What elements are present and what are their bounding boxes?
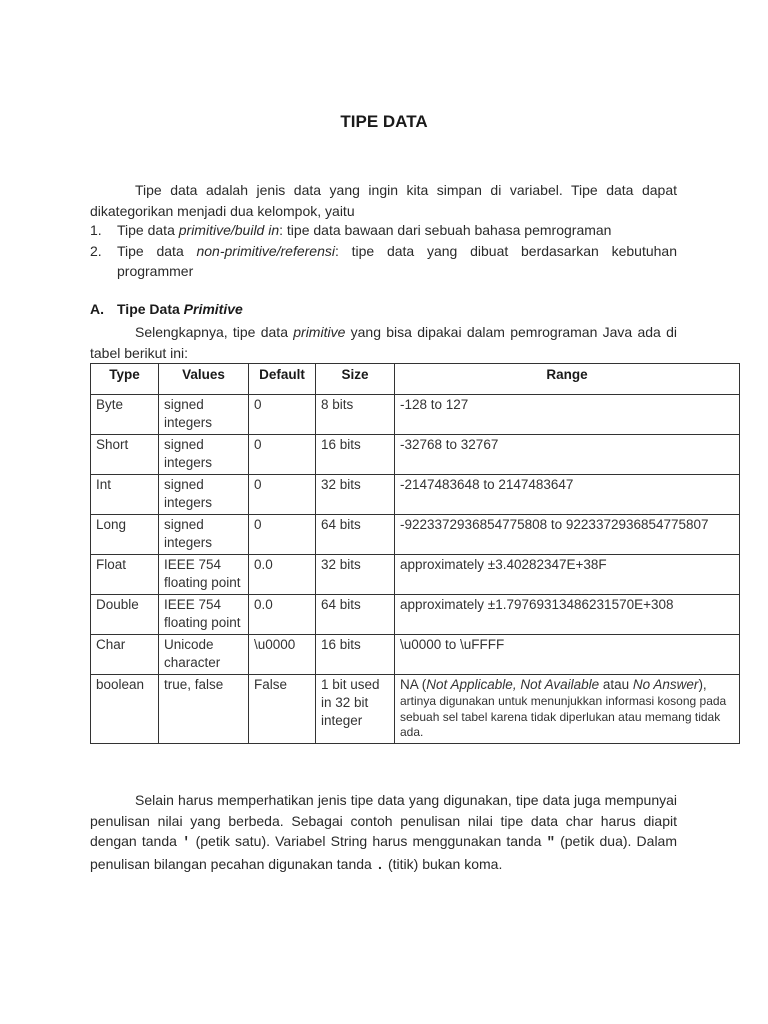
cell-size: 16 bits	[316, 435, 395, 475]
list-number: 1.	[90, 222, 102, 238]
cell-values: true, false	[159, 675, 249, 744]
category-list	[90, 220, 677, 282]
header-size: Size	[316, 364, 395, 395]
header-type: Type	[91, 364, 159, 395]
table-row	[91, 675, 740, 744]
cell-range: -32768 to 32767	[395, 435, 740, 475]
header-values: Values	[159, 364, 249, 395]
cell-range: approximately ±3.40282347E+38F	[395, 555, 740, 595]
section-intro	[90, 322, 677, 363]
section-title-italic: Primitive	[183, 301, 243, 317]
outro-text: Selain harus memperhatikan jenis tipe data yang digunakan, tipe data juga mempunyai penulisan nilai yang berbeda. Sebagai contoh penulisan nilai tipe data char harus diapit dengan tanda	[90, 792, 677, 849]
table-row	[91, 395, 740, 435]
cell-type: Double	[91, 595, 159, 635]
cell-size: 8 bits	[316, 395, 395, 435]
header-default: Default	[249, 364, 316, 395]
outro-paragraph	[90, 790, 677, 876]
table-header-row	[91, 364, 740, 395]
cell-default: 0.0	[249, 555, 316, 595]
cell-values: signed integers	[159, 395, 249, 435]
cell-range: \u0000 to \uFFFF	[395, 635, 740, 675]
cell-size: 64 bits	[316, 515, 395, 555]
cell-values: signed integers	[159, 475, 249, 515]
table-row	[91, 435, 740, 475]
cell-range: approximately ±1.79769313486231570E+308	[395, 595, 740, 635]
cell-values: IEEE 754 floating point	[159, 595, 249, 635]
section-intro-text: yang bisa dipakai dalam pemrograman Java ada di tabel berikut ini:	[90, 324, 677, 361]
cell-type: boolean	[91, 675, 159, 744]
cell-size: 32 bits	[316, 475, 395, 515]
cell-default: 0	[249, 435, 316, 475]
cell-range	[395, 675, 740, 744]
outro-text: (petik satu). Variabel String harus menggunakan tanda	[190, 833, 547, 849]
table-row	[91, 475, 740, 515]
cell-type: Byte	[91, 395, 159, 435]
range-na-term: Not Applicable, Not Available	[426, 677, 600, 692]
range-na-text: ),	[698, 677, 707, 692]
cell-size: 1 bit used in 32 bit integer	[316, 675, 395, 744]
table-row	[91, 555, 740, 595]
cell-default: False	[249, 675, 316, 744]
list-text: : tipe data bawaan dari sebuah bahasa pemrograman	[279, 222, 612, 238]
data-types-table	[90, 363, 740, 744]
header-range: Range	[395, 364, 740, 395]
double-quote-symbol: "	[546, 835, 555, 851]
cell-size: 32 bits	[316, 555, 395, 595]
cell-size: 64 bits	[316, 595, 395, 635]
table-row	[91, 635, 740, 675]
single-quote-symbol: '	[182, 835, 191, 851]
list-term: non-primitive/referensi	[196, 242, 335, 259]
range-na-term: No Answer	[632, 677, 699, 692]
cell-type: Char	[91, 635, 159, 675]
list-term: primitive/build in	[178, 222, 280, 238]
cell-size: 16 bits	[316, 635, 395, 675]
cell-type: Int	[91, 475, 159, 515]
list-item	[90, 220, 677, 241]
list-text: Tipe data	[117, 242, 197, 259]
section-intro-text: Selengkapnya, tipe data	[135, 324, 294, 340]
cell-type: Short	[91, 435, 159, 475]
cell-values: IEEE 754 floating point	[159, 555, 249, 595]
cell-range: -128 to 127	[395, 395, 740, 435]
table-row	[91, 595, 740, 635]
cell-type: Long	[91, 515, 159, 555]
outro-text: (petik dua). Dalam penulisan bilangan pecahan digunakan tanda	[90, 833, 678, 872]
table-row	[91, 515, 740, 555]
page-title: TIPE DATA	[340, 112, 428, 131]
cell-default: 0	[249, 515, 316, 555]
cell-default: \u0000	[249, 635, 316, 675]
list-text: : tipe data yang dibuat berdasarkan kebutuhan programmer	[117, 242, 677, 279]
range-na-text: atau	[599, 677, 633, 692]
section-letter: A.	[90, 301, 104, 317]
cell-values: signed integers	[159, 515, 249, 555]
dot-symbol: .	[375, 857, 385, 874]
cell-range: -2147483648 to 2147483647	[395, 475, 740, 515]
cell-default: 0	[249, 475, 316, 515]
section-title: Tipe Data	[117, 301, 184, 317]
cell-default: 0	[249, 395, 316, 435]
section-heading	[90, 301, 243, 317]
outro-text: (titik) bukan koma.	[384, 855, 503, 872]
cell-values: signed integers	[159, 435, 249, 475]
range-note: artinya digunakan untuk menunjukkan informasi kosong pada sebuah sel tabel karena tidak diperlukan atau memang tidak ada.	[400, 694, 727, 739]
cell-type: Float	[91, 555, 159, 595]
list-number: 2.	[90, 242, 102, 259]
range-na-text: NA (	[400, 677, 427, 692]
cell-values: Unicode character	[159, 635, 249, 675]
cell-default: 0.0	[249, 595, 316, 635]
list-text: Tipe data	[117, 222, 179, 238]
list-item	[90, 241, 677, 282]
cell-range: -9223372936854775808 to 9223372936854775807	[395, 515, 740, 555]
section-intro-term: primitive	[293, 324, 346, 340]
intro-paragraph: Tipe data adalah jenis data yang ingin kita simpan di variabel. Tipe data dapat dikategorikan menjadi dua kelompok, yaitu	[90, 182, 677, 219]
